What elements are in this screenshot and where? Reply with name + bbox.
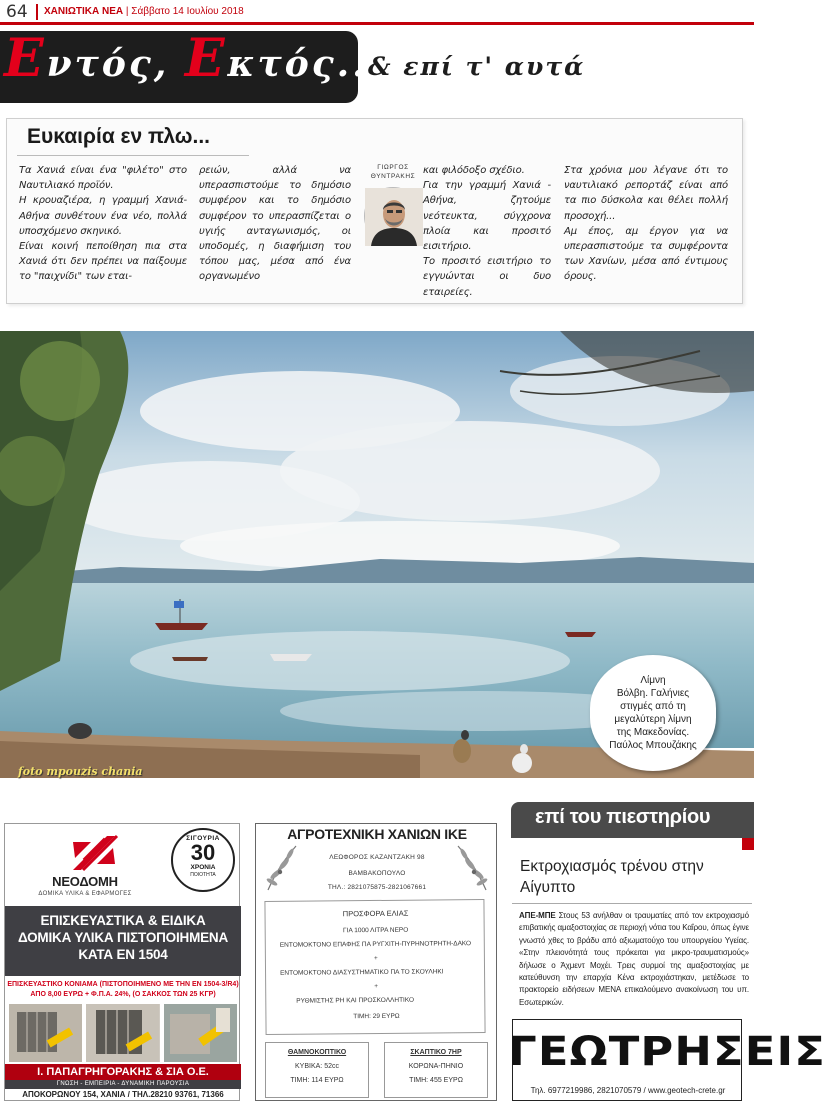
article-column-1 (19, 163, 187, 285)
news-source: ΑΠΕ-ΜΠΕ (519, 911, 556, 920)
offer-item: ΕΝΤΟΜΟΚΤΟΝΟ ΔΙΑΣΥΣΤΗΜΑΤΙΚΟ ΠΑ ΤΟ ΣΚΟΥΛΗΚΙ (280, 968, 444, 977)
product-spec: ΚΥΒΙΚΑ: 52cc (295, 1063, 339, 1070)
paragraph: Η κρουαζιέρα, η γραμμή Χανιά-Αθήνα συνθέτουν ένα νέο, πολλά υποσχόμενο σκηνικό. (19, 195, 187, 237)
product-image (164, 1004, 237, 1062)
header-info: ΧΑΝΙΩΤΙΚΑ ΝΕΑ | Σάββατο 14 Ιουλίου 2018 (44, 6, 244, 17)
agro-address: ΛΕΩΦΟΡΟΣ ΚΑΖΑΝΤΖΑΚΗ 98 (329, 854, 425, 861)
geotriseis-logo: ΓΕΩΤΡΗΣΕΙΣ (508, 1029, 826, 1075)
paragraph: Στα χρόνια μου λέγανε ότι το ναυτιλιακό ρεπορτάζ είναι από τα πιο δύσκολα και θέλει πολλή προσοχή... (564, 165, 728, 222)
offer-price: ΤΙΜΗ: 29 ΕΥΡΩ (353, 1012, 400, 1021)
paragraph: ρειών, αλλά να υπερασπιστούμε το δημόσιο συμφέρον και το δημόσιο συμφέρον το υπερασπίζεται ο υγιής ανταγωνισμός, οι υποδομές, η διαφήμιση του τόπου μας, μέσα από ένα οργανωμένο (199, 165, 351, 283)
caption-line: της Μακεδονίας. (616, 727, 690, 738)
product-image (86, 1004, 159, 1062)
product-images (9, 1004, 237, 1062)
caption-line: στιγμές από τη (620, 701, 686, 712)
caption-line: Παύλος Μπουζάκης (609, 740, 697, 751)
paragraph: Αμ έπος, αμ έργον για να υπερασπιστούμε τα συμφέροντα των Χανίων, μέσα από έντιμους όρους. (564, 225, 728, 283)
news-headline: Εκτροχιασμός τρένου στην Αίγυπτο (520, 858, 704, 896)
title-word-1: ντός, (46, 43, 185, 85)
guarantee-seal (171, 828, 235, 892)
section-header (511, 802, 754, 838)
paragraph: Για την γραμμή Χανιά - Αθήνα, ζητούμε νεότευκτα, σύγχρονα πλοία και προσιτό εισιτήριο. (423, 180, 551, 253)
section-title: επί του πιεστηρίου (535, 806, 711, 828)
article-column-2 (199, 163, 351, 285)
neodomi-brand: ΝΕΟΔΟΜΗ (52, 874, 118, 889)
product-price: ΤΙΜΗ: 455 ΕΥΡΩ (409, 1077, 463, 1084)
caption-line: Βόλβη. Γαλήνιες (616, 688, 690, 699)
neodomi-offer (5, 980, 241, 1000)
title-rule (17, 155, 249, 156)
issue-date: Σάββατο 14 Ιουλίου 2018 (131, 6, 244, 17)
product-title: ΘΑΜΝΟΚΟΠΤΙΚΟ (287, 1049, 347, 1056)
neodomi-headline (5, 906, 241, 976)
seal-top-text: ΣΙΓΟΥΡΙΑ (186, 835, 220, 842)
seal-number: 30 (190, 840, 216, 865)
opinion-article (6, 118, 743, 304)
news-rule (512, 903, 752, 904)
agro-phone: ΤΗΛ.: 2821075875-2821067661 (327, 884, 427, 891)
agrotechniki-ad[interactable] (255, 823, 497, 1101)
seal-quality: ΠΟΙΟΤΗΤΑ (190, 872, 216, 878)
tiller-box (384, 1042, 488, 1098)
column-title-banner (0, 28, 384, 103)
paragraph: Είναι κοινή πεποίθηση πια στα Χανιά ότι δεν πρέπει να παίξουμε το "παιχνίδι" των εται- (19, 241, 187, 283)
column-title (4, 28, 384, 89)
offer-plus: + (373, 954, 378, 963)
headline-line: ΔΟΜΙΚΑ ΥΛΙΚΑ ΠΙΣΤΟΠΟΙΗΜΕΝΑ (17, 930, 229, 945)
newspaper-name: ΧΑΝΙΩΤΙΚΑ ΝΕΑ (44, 6, 124, 17)
article-column-3 (423, 163, 551, 300)
offer-per: ΓΙΑ 1000 ΛΙΤΡΑ ΝΕΡΟ (343, 926, 409, 935)
title-word-2: κτός... (227, 43, 384, 85)
column-subtitle: & επί τ' αυτά (368, 52, 586, 81)
photo-caption (601, 674, 705, 752)
article-column-4 (564, 163, 728, 285)
product-image (9, 1004, 82, 1062)
caption-line: Λίμνη (640, 675, 666, 686)
paragraph: Το προσιτό εισιτήριο το εγγυώνται οι δυο εταιρείες. (423, 256, 551, 298)
geotriseis-ad[interactable] (508, 1019, 826, 1101)
headline-line: ΚΑΤΑ ΕΝ 1504 (78, 947, 168, 962)
headline-line: ΕΠΙΣΚΕΥΑΣΤΙΚΑ & ΕΙΔΙΚΑ (40, 913, 206, 928)
offer-plus: + (374, 982, 379, 991)
news-body (519, 910, 749, 1009)
author-name: ΓΙΩΡΓΟΣ ΘΥΝΤΡΑΚΗΣ (370, 164, 416, 180)
offer-item: ΕΝΤΟΜΟΚΤΟΝΟ ΕΠΑΦΗΣ ΠΑ ΡΥΓΧΙΤΗ-ΠΥΡΗΝΟΤΡΗΤΗ-ΔΑΚΟ (279, 940, 472, 949)
offer-item: ΡΥΘΜΙΣΤΗΣ PH ΚΑΙ ΠΡΟΣΚΟΛΛΗΤΙΚΟ (296, 996, 415, 1005)
offer-line: ΑΠΟ 8,00 ΕΥΡΩ + Φ.Π.Α. 24%, (Ο ΣΑΚΚΟΣ ΤΩΝ 25 ΚΓΡ) (30, 991, 216, 998)
caption-line: μεγαλύτερη λίμνη (614, 714, 692, 725)
article-title: Ευκαιρία εν πλω... (27, 125, 211, 148)
geotriseis-contact: Τηλ. 6977219986, 2821070579 / www.geotech-crete.gr (530, 1086, 726, 1095)
neodomi-tagline: ΔΟΜΙΚΑ ΥΛΙΚΑ & ΕΦΑΡΜΟΓΕΣ (38, 891, 132, 897)
olive-offer-sheet (264, 899, 485, 1035)
page-number: 64 (6, 2, 28, 22)
paragraph: και φιλόδοξο σχέδιο. (423, 165, 525, 176)
neodomi-address: ΑΠΟΚΟΡΩΝΟΥ 154, ΧΑΝΙΑ / ΤΗΛ.28210 93761, 71366 (22, 1090, 224, 1099)
agro-title: ΑΓΡΟΤΕΧΝΙΚΗ ΧΑΝΙΩΝ ΙΚΕ (287, 826, 467, 842)
photo-credit: foto mpouzis chania (18, 765, 143, 778)
neodomi-ad[interactable] (4, 823, 240, 1101)
neodomi-company: Ι. ΠΑΠΑΓΡΗΓΟΡΑΚΗΣ & ΣΙΑ Ο.Ε. (5, 1064, 241, 1080)
header-rule (0, 22, 754, 25)
photo-caption-bubble (590, 655, 716, 771)
offer-line: ΕΠΙΣΚΕΥΑΣΤΙΚΟ ΚΟΝΙΑΜΑ (ΠΙΣΤΟΠΟΙΗΜΕΝΟ ΜΕ ΤΗΝ ΕΝ 1504-3/R4) (7, 981, 239, 988)
offer-title: ΠΡΟΣΦΟΡΑ ΕΛΙΑΣ (342, 908, 409, 919)
seal-years: ΧΡΟΝΙΑ (190, 864, 216, 871)
title-initial-2: Ε (184, 28, 228, 89)
product-spec: ΚΟΡΩΝΑ-ΠΗΝΙΟ (408, 1063, 464, 1070)
hedge-trimmer-box (265, 1042, 369, 1098)
product-title: ΣΚΑΠΤΙΚΟ 7ΗΡ (410, 1049, 462, 1056)
author-block (362, 163, 424, 245)
section-accent (742, 838, 754, 850)
paragraph: Τα Χανιά είναι ένα "φιλέτο" στο Ναυτιλιακό προϊόν. (19, 165, 187, 192)
product-price: ΤΙΜΗ: 114 ΕΥΡΩ (290, 1077, 344, 1084)
author-photo (364, 187, 422, 245)
neodomi-motto: ΓΝΩΣΗ - ΕΜΠΕΙΡΙΑ - ΔΥΝΑΜΙΚΗ ΠΑΡΟΥΣΙΑ (5, 1080, 241, 1089)
header-separator (36, 4, 38, 20)
agro-area: ΒΑΜΒΑΚΟΠΟΥΛΟ (348, 870, 406, 877)
title-initial-1: Ε (4, 28, 47, 89)
news-text: Στους 53 ανήλθαν οι τραυματίες από τον εκτροχιασμό επιβατικής αμαξοστοιχίας σε περιοχή νότια του Καΐρου, όπως έγινε γνωστό χθες το βράδυ από αξιωματούχο του υπουργείου Υγείας. «Στην πλειονότητά τους πρόκειται για μικρο-τραυματισμούς» δήλωσε ο Άχμεντ Μοχέι. Τρεις συρμοί της αμαξοστοιχίας με κατεύθυνση την επαρχία Κένα εκτροχιάστηκαν, μετέδωσε το πρακτορείο ειδήσεων ΜΕΝΑ επικαλούμενο ανακοίνωση του υπ. Εσωτερικών. (519, 911, 749, 1007)
